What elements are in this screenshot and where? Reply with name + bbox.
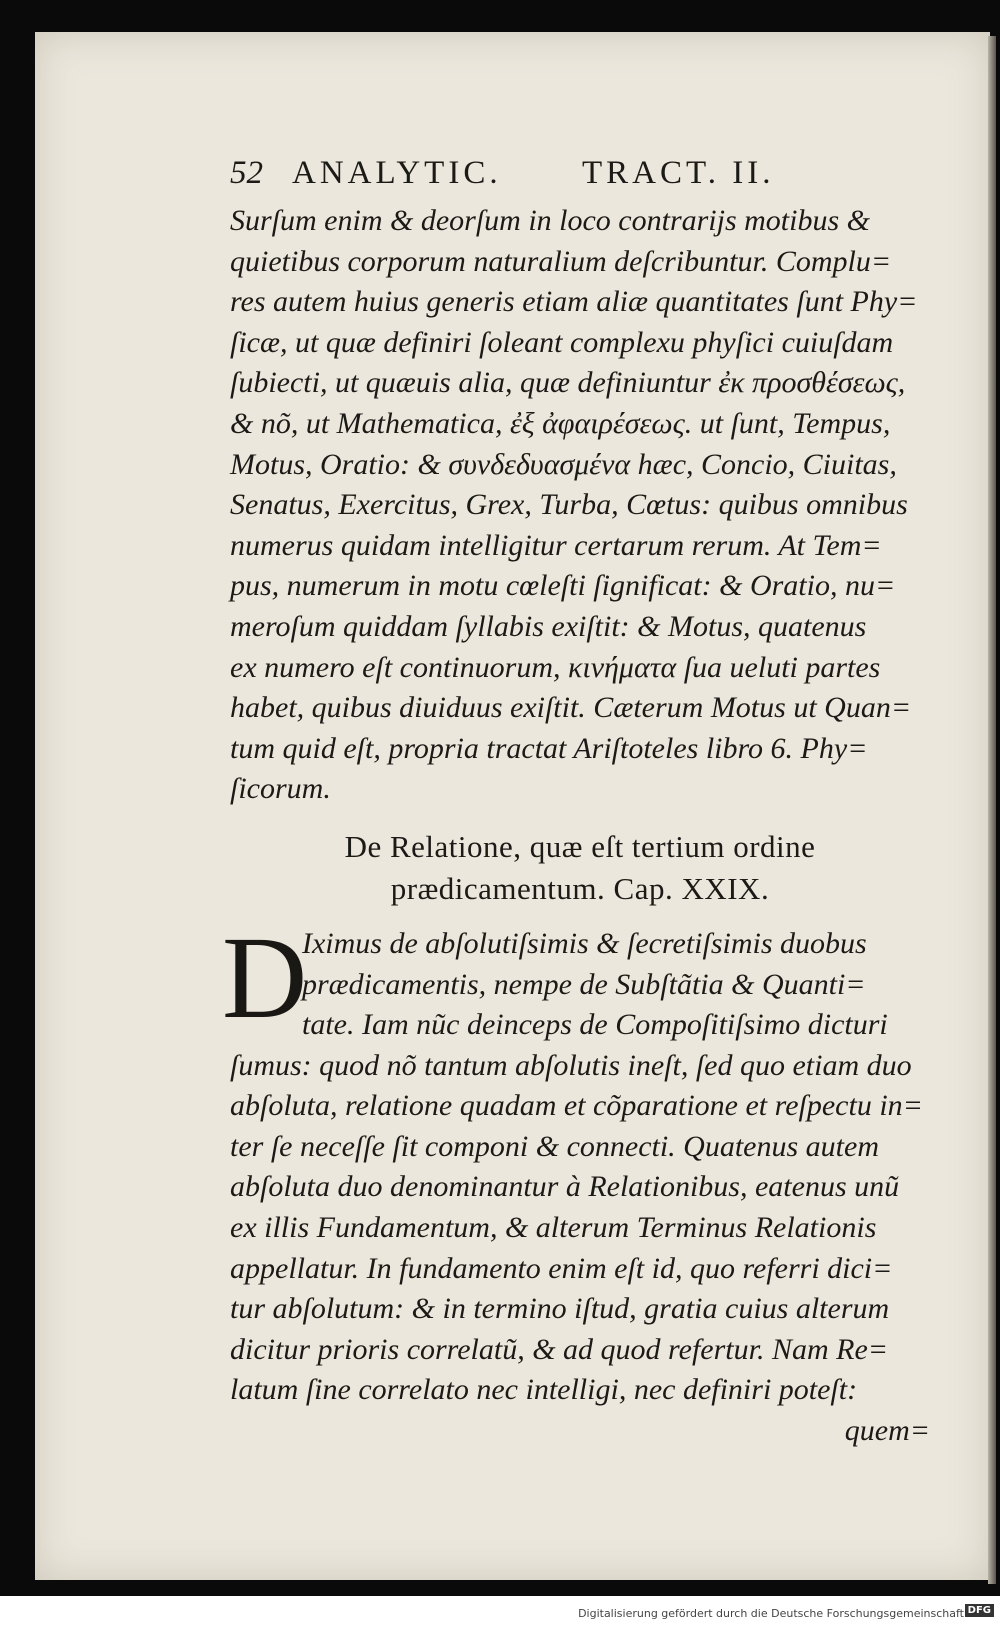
text-line: tur abſolutum: & in termino iſtud, gratia cuius alterum xyxy=(230,1292,890,1326)
text-line: latum ſine correlato nec intelligi, nec definiri poteſt: xyxy=(230,1373,858,1407)
text-line: ſicorum. xyxy=(230,772,331,806)
text-line: Motus, Oratio: & συνδεδυασμένα hæc, Concio, Ciuitas, xyxy=(230,447,897,481)
text-line: ſicæ, ut quæ definiri ſoleant complexu phyſici cuiuſdam xyxy=(230,325,894,359)
paragraph-2 xyxy=(222,911,930,1452)
funding-credit: Digitalisierung gefördert durch die Deutsche Forschungsgemeinschaft xyxy=(578,1607,964,1620)
page-edge xyxy=(988,36,996,1584)
text-line: habet, quibus diuiduus exiſtit. Cæterum Motus ut Quan= xyxy=(230,691,912,725)
text-line: numerus quidam intelligitur certarum rerum. At Tem= xyxy=(230,528,882,562)
text-line: Surſum enim & deorſum in loco contrarijs motibus & xyxy=(230,204,870,237)
page-number: 52 xyxy=(230,155,263,191)
chapter-heading-line: De Relatione, quæ eſt tertium ordine xyxy=(344,828,816,864)
drop-capital: D xyxy=(222,911,308,1043)
text-line: abſoluta duo denominantur à Relationibus, eatenus unũ xyxy=(230,1170,900,1204)
running-head xyxy=(230,155,930,201)
text-line: Senatus, Exercitus, Grex, Turba, Cœtus: quibus omnibus xyxy=(230,488,908,522)
text-line: abſoluta, relatione quadam et cõparatione et reſpectu in= xyxy=(230,1089,923,1123)
text-line: prædicamentis, nempe de Subſtãtia & Quanti= xyxy=(302,967,866,1001)
text-line: res autem huius generis etiam aliæ quantitates ſunt Phy= xyxy=(230,285,918,319)
text-block xyxy=(222,155,930,1452)
running-head-left: ANALYTIC. xyxy=(292,155,502,191)
text-line: & nõ, ut Mathematica, ἐξ ἀφαιρέσεως. ut ſunt, Tempus, xyxy=(230,406,891,440)
text-line: Iximus de abſolutiſsimis & ſecretiſsimis duobus xyxy=(302,926,867,960)
paragraph-1 xyxy=(230,201,930,810)
dfg-logo: DFG xyxy=(965,1604,994,1617)
text-line: ex illis Fundamentum, & alterum Terminus Relationis xyxy=(230,1211,877,1245)
running-head-right: TRACT. II. xyxy=(582,155,775,191)
text-line: ex numero eſt continuorum, κινήματα ſua ueluti partes xyxy=(230,650,881,684)
text-line: meroſum quiddam ſyllabis exiſtit: & Motus, quatenus xyxy=(230,609,867,643)
chapter-heading-line: prædicamentum. Cap. XXIX. xyxy=(390,870,770,906)
text-line: ſubiecti, ut quæuis alia, quæ definiuntur ἐκ προσθέσεως, xyxy=(230,366,906,400)
text-line: ſumus: quod nõ tantum abſolutis ineſt, ſed quo etiam duo xyxy=(230,1048,912,1082)
catchword: quem= xyxy=(844,1414,930,1448)
text-line: tate. Iam nũc deinceps de Compoſitiſsimo dicturi xyxy=(302,1008,888,1042)
text-line: dicitur prioris correlatũ, & ad quod refertur. Nam Re= xyxy=(230,1332,889,1366)
text-line: pus, numerum in motu cœleſti ſignificat: & Oratio, nu= xyxy=(230,569,896,603)
chapter-heading xyxy=(230,826,930,910)
text-line: appellatur. In fundamento enim eſt id, quo referri dici= xyxy=(230,1251,893,1285)
text-line: ter ſe neceſſe ſit componi & connecti. Quatenus autem xyxy=(230,1129,879,1163)
text-line: tum quid eſt, propria tractat Ariſtoteles libro 6. Phy= xyxy=(230,731,868,765)
text-line: quietibus corporum naturalium deſcribuntur. Complu= xyxy=(230,244,892,278)
